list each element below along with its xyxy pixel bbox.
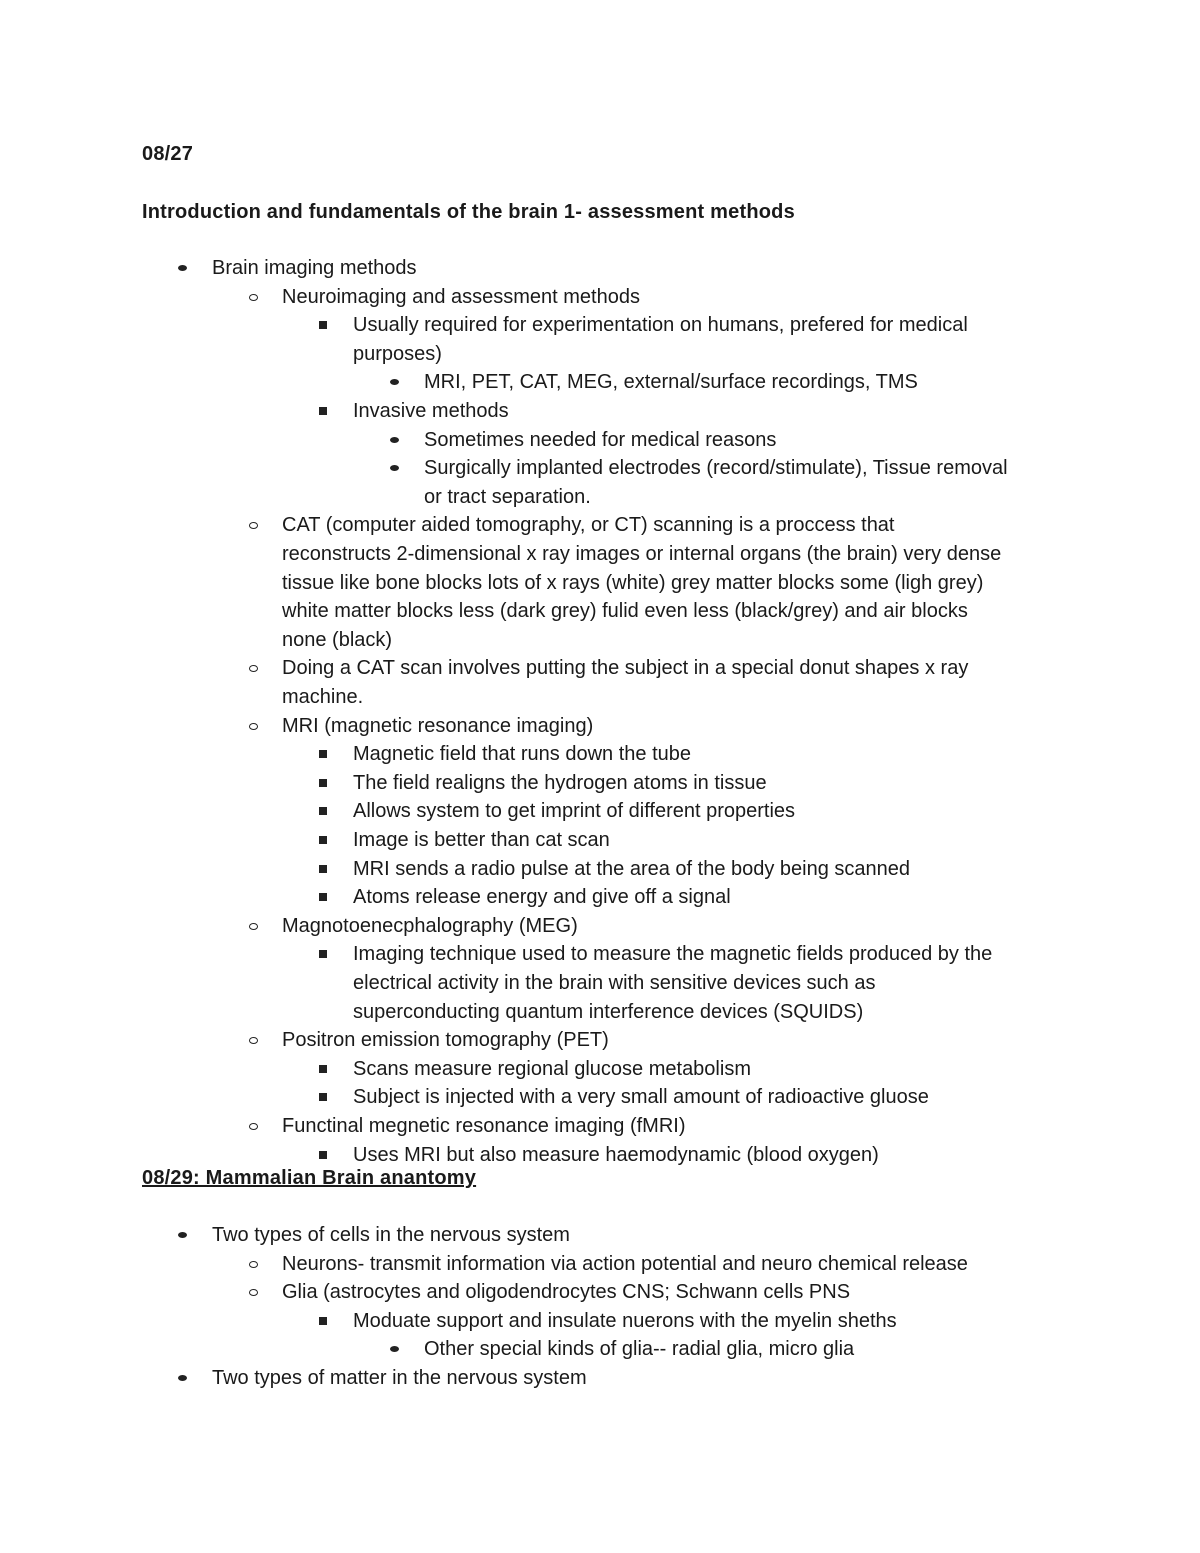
list-item-text: Neuroimaging and assessment methods — [282, 285, 640, 308]
square-bullet-icon — [319, 750, 327, 758]
list-item-text: Magnetic field that runs down the tube — [353, 743, 691, 766]
hollow-bullet-icon — [249, 923, 258, 930]
list-item-text: Neurons- transmit information via action potential and neuro chemical release — [282, 1252, 968, 1275]
list-item-text: Usually required for experimentation on humans, prefered for medical — [353, 314, 968, 337]
list-item-text: none (black) — [282, 628, 393, 651]
list-item-text: Other special kinds of glia-- radial glia, micro glia — [424, 1338, 855, 1361]
hollow-bullet-icon — [249, 723, 258, 730]
list-item-text: Scans measure regional glucose metabolism — [353, 1057, 751, 1080]
list-item-text: Imaging technique used to measure the magnetic fields produced by the — [353, 943, 993, 966]
list-item-text: Functinal megnetic resonance imaging (fMRI) — [282, 1115, 686, 1137]
list-item-text: Atoms release energy and give off a signal — [353, 886, 731, 909]
list-item-text: MRI sends a radio pulse at the area of the body being scanned — [353, 857, 911, 880]
hollow-bullet-icon — [249, 522, 258, 529]
list-item-text: Magnotoenecphalography (MEG) — [282, 914, 578, 937]
filled-bullet-icon — [390, 437, 399, 443]
hollow-bullet-icon — [249, 1261, 258, 1268]
hollow-bullet-icon — [249, 665, 258, 672]
list-item-text: Sometimes needed for medical reasons — [424, 428, 777, 451]
list-item-text: MRI, PET, CAT, MEG, external/surface recordings, TMS — [424, 371, 918, 394]
date-heading: 08/27 — [142, 143, 194, 165]
hollow-bullet-icon — [249, 1037, 258, 1044]
list-item-text: purposes) — [353, 342, 442, 365]
hollow-bullet-icon — [249, 1123, 258, 1130]
filled-bullet-icon — [178, 1375, 187, 1381]
list-item-text: Uses MRI but also measure haemodynamic (blood oxygen) — [353, 1143, 879, 1166]
square-bullet-icon — [319, 407, 327, 415]
list-item-text: Two types of cells in the nervous system — [212, 1224, 570, 1246]
square-bullet-icon — [319, 1065, 327, 1073]
square-bullet-icon — [319, 321, 327, 329]
section-title-brain-anatomy: 08/29: Mammalian Brain anantomy — [142, 1167, 477, 1189]
list-item-text: electrical activity in the brain with sensitive devices such as — [353, 972, 876, 994]
list-item-text: tissue like bone blocks lots of x rays (white) grey matter blocks some (ligh grey) — [282, 571, 984, 594]
square-bullet-icon — [319, 1151, 327, 1159]
list-item-text: Allows system to get imprint of different properties — [353, 800, 796, 823]
square-bullet-icon — [319, 1317, 327, 1325]
list-item-text: white matter blocks less (dark grey) fulid even less (black/grey) and air blocks — [282, 600, 968, 623]
square-bullet-icon — [319, 893, 327, 901]
square-bullet-icon — [319, 807, 327, 815]
square-bullet-icon — [319, 836, 327, 844]
list-item-text: Image is better than cat scan — [353, 829, 610, 851]
square-bullet-icon — [319, 779, 327, 787]
filled-bullet-icon — [390, 1346, 399, 1352]
filled-bullet-icon — [178, 265, 187, 271]
filled-bullet-icon — [178, 1232, 187, 1238]
list-item-text: reconstructs 2-dimensional x ray images or internal organs (the brain) very dense — [282, 543, 1002, 565]
list-item-text: Invasive methods — [353, 400, 509, 422]
filled-bullet-icon — [390, 379, 399, 385]
hollow-bullet-icon — [249, 1289, 258, 1296]
hollow-bullet-icon — [249, 294, 258, 301]
list-item-text: Glia (astrocytes and oligodendrocytes CNS; Schwann cells PNS — [282, 1281, 851, 1304]
list-item-text: Doing a CAT scan involves putting the subject in a special donut shapes x ray — [282, 657, 969, 680]
filled-bullet-icon — [390, 465, 399, 471]
list-item-text: MRI (magnetic resonance imaging) — [282, 714, 594, 737]
list-item-text: machine. — [282, 686, 364, 708]
square-bullet-icon — [319, 865, 327, 873]
list-item-text: Moduate support and insulate nuerons with the myelin sheths — [353, 1309, 897, 1332]
list-item-text: or tract separation. — [424, 485, 591, 508]
list-item-text: Positron emission tomography (PET) — [282, 1029, 609, 1052]
list-item-text: Subject is injected with a very small amount of radioactive gluose — [353, 1086, 929, 1109]
list-item-text: Surgically implanted electrodes (record/stimulate), Tissue removal — [424, 457, 1008, 480]
list-item-text: The field realigns the hydrogen atoms in tissue — [353, 771, 767, 794]
list-item-text: CAT (computer aided tomography, or CT) scanning is a proccess that — [282, 514, 895, 537]
list-item-text: Two types of matter in the nervous system — [212, 1367, 587, 1389]
square-bullet-icon — [319, 1093, 327, 1101]
list-item-text: Brain imaging methods — [212, 257, 417, 279]
square-bullet-icon — [319, 950, 327, 958]
section-title-assessment-methods: Introduction and fundamentals of the brain 1- assessment methods — [142, 201, 795, 223]
list-item-text: superconducting quantum interference devices (SQUIDS) — [353, 1000, 864, 1023]
